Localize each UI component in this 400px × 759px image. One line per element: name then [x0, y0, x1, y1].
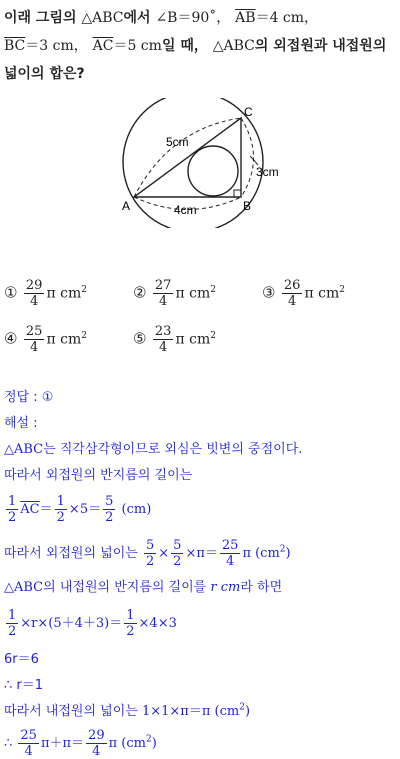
exponent: 2: [145, 734, 152, 745]
denominator: 4: [30, 340, 39, 355]
exponent: 2: [279, 544, 286, 555]
numerator: 5: [145, 538, 155, 553]
choice-5[interactable]: [133, 324, 216, 355]
text: 의 내접원의 반지름의 길이를: [43, 580, 211, 595]
fraction: [144, 538, 156, 569]
unit: (cm): [121, 502, 152, 517]
exponent: 2: [339, 284, 345, 295]
unit: π (cm: [242, 546, 280, 561]
denominator: 4: [226, 554, 235, 569]
label-a: A: [122, 199, 131, 213]
numerator: 29: [25, 278, 43, 293]
numerator: 1: [8, 608, 17, 623]
denominator: 2: [56, 510, 65, 525]
explanation-line-2: 따라서 외접원의 반지름의 길이는: [4, 468, 193, 483]
numerator: 25: [25, 324, 43, 339]
numerator: 25: [221, 538, 239, 553]
question-text: [4, 4, 398, 88]
label-3cm: 3cm: [256, 165, 279, 179]
numerator: 1: [126, 608, 135, 623]
right-angle-mark: [234, 190, 241, 197]
answer-label: 정답 : ①: [4, 390, 54, 405]
equals: ＝: [39, 502, 53, 517]
fraction: [124, 608, 136, 639]
text: 이래 그림의: [4, 10, 82, 26]
math: 1×1×π＝π (cm: [141, 704, 240, 719]
fraction: [153, 324, 174, 355]
ab-value: ＝4 cm，: [255, 10, 319, 26]
denominator: 2: [105, 510, 114, 525]
numerator: 5: [173, 538, 182, 553]
text: ，: [216, 10, 231, 26]
exponent: 2: [210, 330, 216, 341]
label-4cm: 4cm: [174, 203, 197, 217]
pointer-3cm: [250, 156, 258, 165]
numerator: 5: [105, 494, 114, 509]
label-5cm: 5cm: [166, 135, 189, 149]
label-b: B: [243, 199, 252, 213]
explanation-line-1: [4, 440, 302, 460]
fraction: [6, 608, 18, 639]
explanation-line-5: [4, 578, 282, 598]
text: 일 때，: [161, 38, 213, 54]
denominator: 2: [173, 554, 182, 569]
exponent: 2: [210, 284, 216, 295]
explanation-line-7: 6r＝6: [4, 652, 39, 667]
unit: π cm: [46, 331, 82, 348]
segment-ac: $\overline{AC}$: [92, 38, 114, 54]
numerator: 27: [154, 278, 172, 293]
math: π＋π＝: [40, 736, 85, 751]
numerator: 26: [283, 278, 301, 293]
text: 라 하면: [240, 580, 283, 595]
triangle-abc: △ABC: [4, 442, 44, 457]
choice-number: ④: [4, 329, 18, 348]
choice-number: ③: [262, 283, 276, 302]
exponent: 2: [81, 330, 87, 341]
exponent: 2: [81, 284, 87, 295]
question-line-2: [4, 32, 398, 60]
geometry-figure: [110, 98, 290, 228]
choice-number: ②: [133, 283, 147, 302]
choice-number: ⑤: [133, 329, 147, 348]
denominator: 2: [8, 624, 17, 639]
numerator: 25: [20, 728, 37, 743]
fraction: [6, 494, 18, 525]
ac-value: ＝5 cm: [113, 38, 162, 54]
numerator: 1: [8, 494, 17, 509]
fraction: [18, 728, 39, 759]
text: 에서: [123, 10, 156, 26]
explanation-line-8: ∴ r＝1: [4, 678, 44, 693]
fraction: [86, 728, 107, 759]
numerator: 29: [88, 728, 105, 743]
fraction: [153, 278, 174, 309]
denominator: 4: [24, 744, 33, 759]
math: ×4×3: [138, 616, 177, 631]
choice-number: ①: [4, 283, 18, 302]
math: ×π＝: [185, 546, 218, 561]
unit: π cm: [175, 285, 211, 302]
triangle-abc: △ABC: [4, 580, 44, 595]
incircle: [188, 146, 238, 196]
segment-ac: $\overline{AC}$: [20, 502, 40, 517]
denominator: 2: [145, 554, 155, 569]
text: 따라서 내접원의 넓이는: [4, 704, 142, 719]
question-line-1: [4, 4, 398, 32]
denominator: 4: [30, 294, 39, 309]
exponent: 2: [239, 702, 245, 713]
choice-4[interactable]: [4, 324, 87, 355]
denominator: 4: [92, 744, 101, 759]
choice-2[interactable]: [133, 278, 216, 309]
math: ×: [158, 546, 170, 561]
question-line-3: 넓이의 합은?: [4, 66, 85, 82]
choice-1[interactable]: [4, 278, 87, 309]
label-c: C: [244, 105, 253, 119]
fraction: [24, 278, 45, 309]
math: ×r×(5＋4＋3)＝: [20, 616, 123, 631]
triangle: [134, 118, 241, 197]
explanation-line-3: [4, 494, 151, 525]
explanation-label: 해설 :: [4, 416, 38, 431]
fraction: [103, 494, 115, 525]
fraction: [24, 324, 45, 355]
denominator: 2: [126, 624, 135, 639]
bc-value: ＝3 cm，: [25, 38, 88, 54]
segment-ab: $\overline{AB}$: [235, 10, 256, 26]
unit: π (cm: [108, 736, 146, 751]
text: 의 외접원과 내접원의: [254, 38, 387, 54]
choice-3[interactable]: [262, 278, 345, 309]
radius-r: r cm: [210, 580, 241, 595]
numerator: 23: [154, 324, 172, 339]
numerator: 1: [56, 494, 65, 509]
segment-bc: $\overline{BC}$: [4, 38, 26, 54]
denominator: 4: [159, 340, 168, 355]
explanation-line-6: [4, 608, 177, 639]
explanation-line-4: 따라서 외접원의 넓이는 $\frac{5}{2}$ × $\frac{5}{2}$ ×π＝ $\frac{25}{4}$ π $(cm^2)$: [4, 538, 291, 569]
math: ×5＝: [68, 502, 102, 517]
explanation-line-9: 따라서 내접원의 넓이는 1×1×π＝π $(cm^2)$: [4, 702, 251, 719]
therefore: ∴: [4, 736, 17, 751]
fraction: [55, 494, 67, 525]
triangle-abc: △ABC: [212, 38, 255, 54]
explanation-line-10: ∴ $\frac{25}{4}$ π＋π＝ $\frac{29}{4}$ π $(cm^2)$: [4, 728, 157, 759]
triangle-abc: △ABC: [81, 10, 124, 26]
denominator: 2: [8, 510, 17, 525]
denominator: 4: [288, 294, 297, 309]
text: 는 직각삼각형이므로 외심은 빗변의 중점이다.: [43, 442, 303, 457]
unit: π cm: [46, 285, 82, 302]
unit: π cm: [175, 331, 211, 348]
fraction: [220, 538, 241, 569]
fraction: [171, 538, 183, 569]
angle-b: ∠B＝90˚: [155, 10, 217, 26]
denominator: 4: [159, 294, 168, 309]
unit: π cm: [304, 285, 340, 302]
text: 따라서 외접원의 넓이는: [4, 546, 142, 561]
fraction: [282, 278, 303, 309]
